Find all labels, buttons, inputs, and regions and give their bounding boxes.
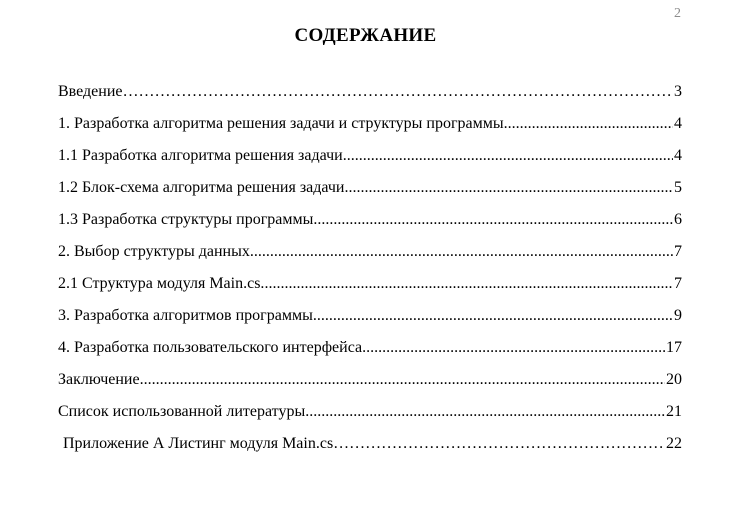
- dot-leader: [313, 211, 673, 229]
- toc-entry-page: 7: [674, 243, 682, 260]
- toc-entry-section-1-3: [58, 211, 682, 243]
- dot-leader: [366, 339, 665, 357]
- toc-entry-section-3: [58, 307, 682, 339]
- toc-entry-label: 1.2 Блок-схема алгоритма решения задачи: [58, 179, 345, 196]
- toc-entry-label: 4. Разработка пользовательского интерфейса.: [58, 339, 367, 356]
- toc-entry-page: 7: [674, 275, 682, 292]
- dot-leader: [250, 243, 673, 261]
- toc-entry-section-1-2: [58, 179, 682, 211]
- toc-entry-label: Приложение А Листинг модуля Main.cs: [63, 435, 334, 452]
- toc-entry-conclusion: [58, 371, 682, 403]
- dot-leader: [123, 83, 674, 101]
- toc-entry-page: 20: [666, 371, 682, 388]
- toc-entry-page: 22: [666, 435, 682, 452]
- toc-title: СОДЕРЖАНИЕ: [294, 25, 437, 46]
- toc-entry-page: 4: [674, 115, 682, 132]
- toc-entry-references: [58, 403, 682, 435]
- dot-leader: [264, 275, 673, 293]
- dot-leader: [317, 307, 673, 325]
- toc-entry-label: 1.1 Разработка алгоритма решения задачи: [58, 147, 343, 164]
- toc-entry-label: 1.3 Разработка структуры программы: [58, 211, 314, 228]
- dot-leader: [140, 371, 665, 389]
- toc-entry-introduction: [58, 83, 682, 115]
- toc-entry-label: Введение: [58, 83, 123, 100]
- toc-entry-page: 3: [674, 83, 682, 100]
- dot-leader: [343, 147, 673, 165]
- toc-entry-page: 9: [674, 307, 682, 324]
- dot-leader: [333, 435, 665, 453]
- toc-entry-section-1: [58, 115, 682, 147]
- toc-entry-label: 3. Разработка алгоритмов программы.: [58, 307, 317, 324]
- dot-leader: [344, 179, 673, 197]
- dot-leader: [305, 403, 665, 421]
- page-number: 2: [674, 6, 681, 21]
- toc-entry-section-2-1: [58, 275, 682, 307]
- dot-leader: [504, 115, 673, 133]
- toc-entry-label: 2.1 Структура модуля Main.cs.: [58, 275, 265, 292]
- toc-entry-page: 21: [666, 403, 682, 420]
- toc-entry-label: 2. Выбор структуры данных: [58, 243, 250, 260]
- toc-entry-appendix-a: [58, 435, 682, 467]
- toc-entry-section-4: [58, 339, 682, 371]
- toc-entry-page: 4: [674, 147, 682, 164]
- toc-entry-section-2: [58, 243, 682, 275]
- toc-entry-label: 1. Разработка алгоритма решения задачи и структуры программы: [58, 115, 504, 132]
- toc-entry-label: Список использованной литературы: [58, 403, 306, 420]
- toc-entry-page: 6: [674, 211, 682, 228]
- toc-entry-label: Заключение: [58, 371, 140, 388]
- toc-entry-page: 5: [674, 179, 682, 196]
- toc-entry-section-1-1: [58, 147, 682, 179]
- table-of-contents: [58, 83, 682, 467]
- toc-entry-page: 17: [666, 339, 682, 356]
